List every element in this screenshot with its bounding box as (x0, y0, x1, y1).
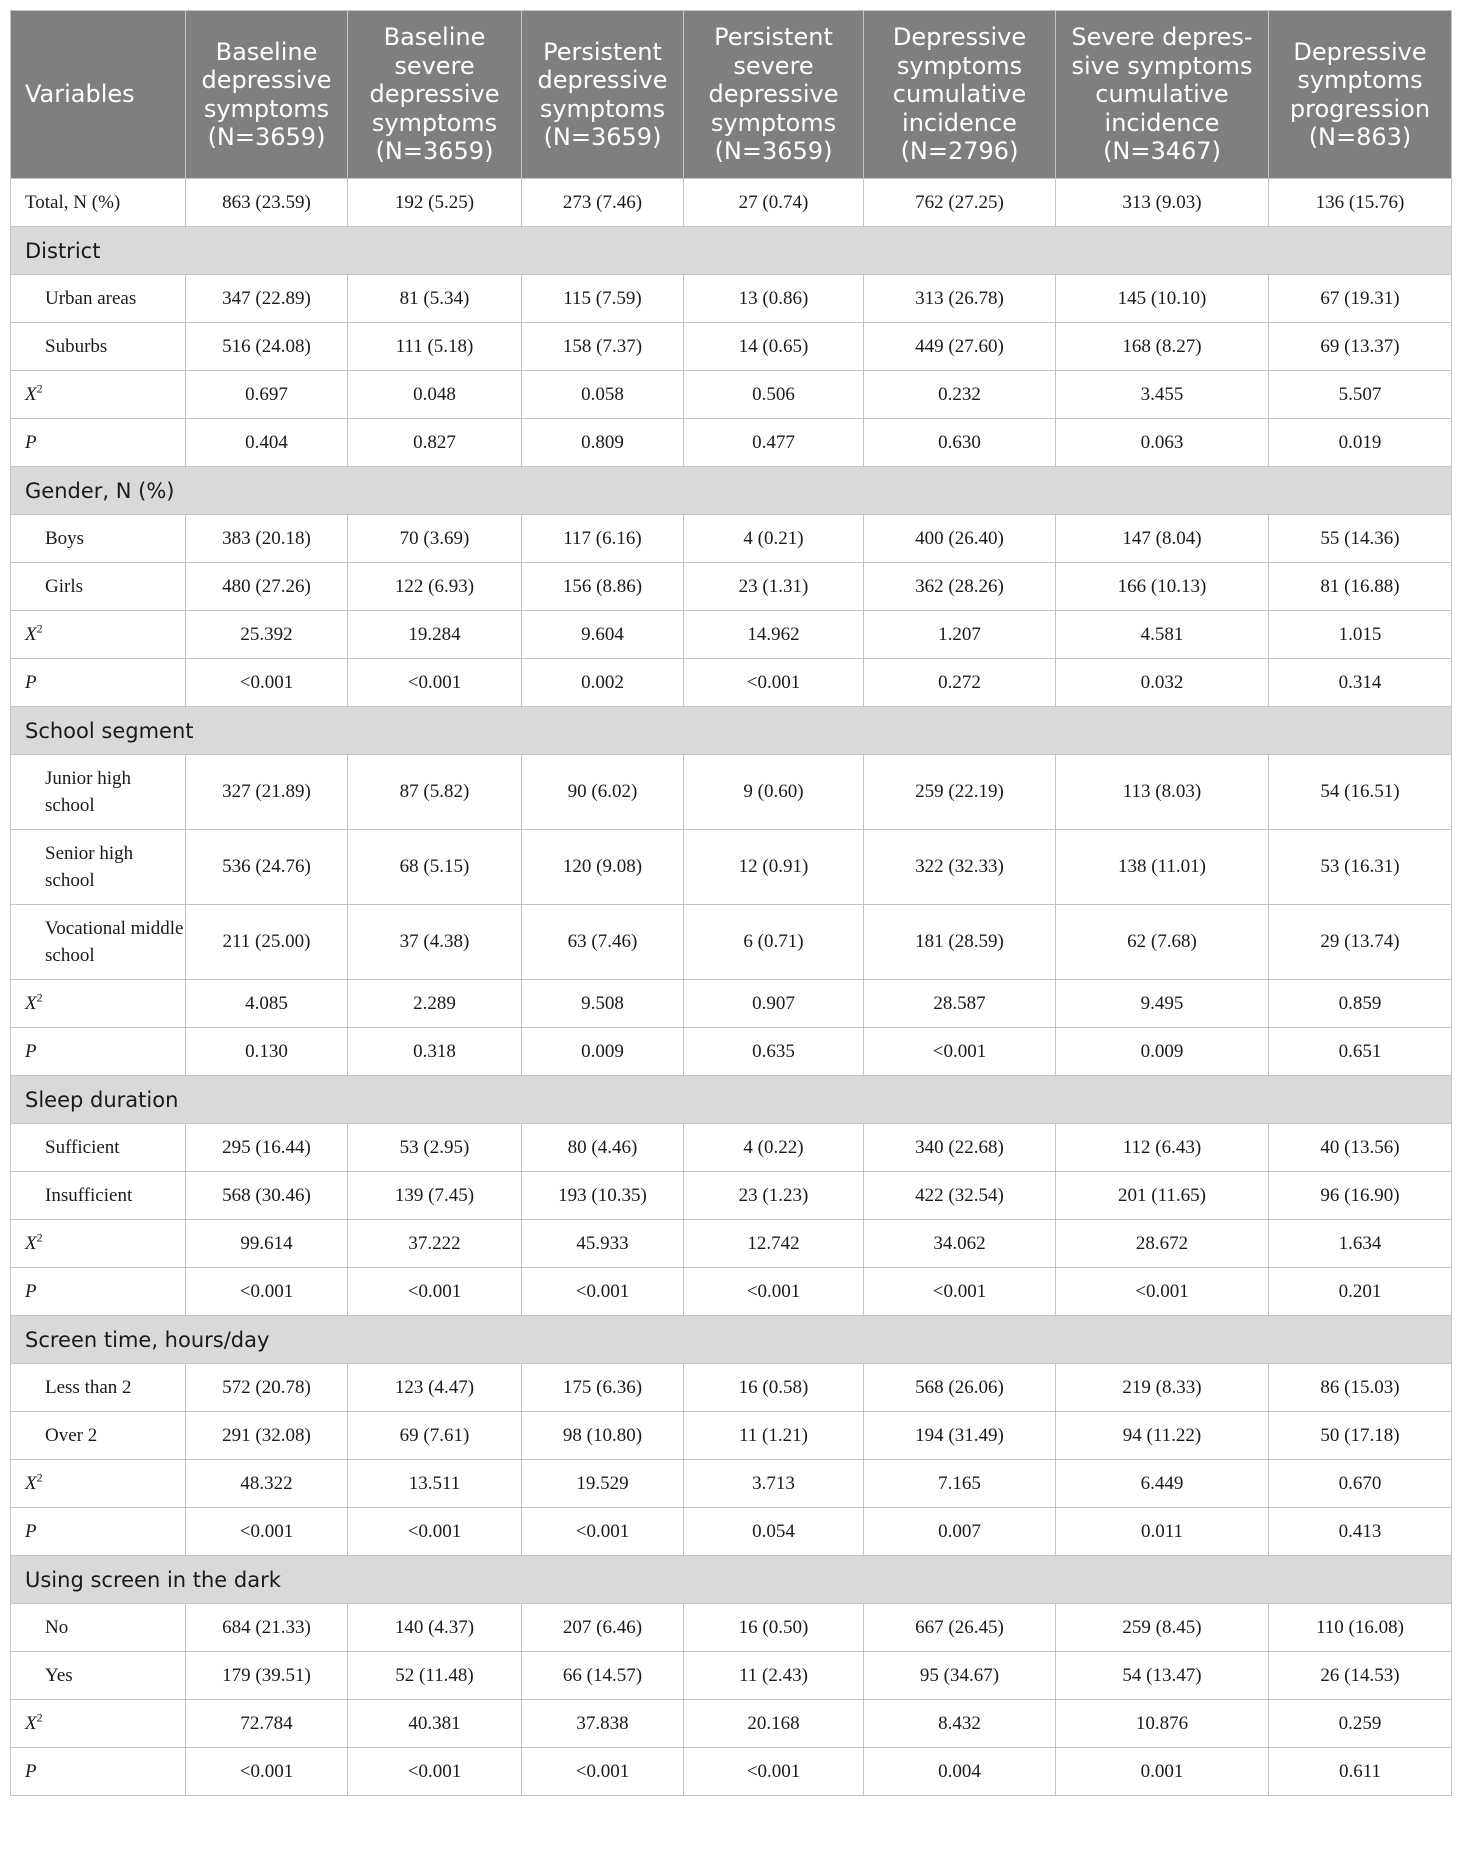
table-cell: 111 (5.18) (348, 323, 522, 371)
table-cell: 219 (8.33) (1056, 1364, 1269, 1412)
table-cell: 1.634 (1269, 1220, 1452, 1268)
table-cell: 0.651 (1269, 1028, 1452, 1076)
table-cell: 19.529 (522, 1460, 684, 1508)
table-cell: 536 (24.76) (186, 830, 348, 905)
section-header-row (11, 227, 1452, 275)
section-title: Gender, N (%) (11, 467, 1452, 515)
table-cell: 0.032 (1056, 659, 1269, 707)
table-cell: 568 (30.46) (186, 1172, 348, 1220)
table-cell: 54 (16.51) (1269, 755, 1452, 830)
section-title: School segment (11, 707, 1452, 755)
table-cell: <0.001 (864, 1028, 1056, 1076)
table-cell: 291 (32.08) (186, 1412, 348, 1460)
table-cell: 55 (14.36) (1269, 515, 1452, 563)
table-cell: 362 (28.26) (864, 563, 1056, 611)
table-cell: 0.001 (1056, 1748, 1269, 1796)
p-value-label: P (11, 419, 186, 467)
table-cell: 10.876 (1056, 1700, 1269, 1748)
table-cell: 0.019 (1269, 419, 1452, 467)
table-cell: 45.933 (522, 1220, 684, 1268)
table-cell: 139 (7.45) (348, 1172, 522, 1220)
chi-square-superscript: 2 (36, 381, 43, 396)
table-cell: 4 (0.22) (684, 1124, 864, 1172)
header-persistent-severe: Persistent severe depressive symptoms (N=3659) (684, 11, 864, 179)
table-cell: 0.413 (1269, 1508, 1452, 1556)
header-variables: Variables (11, 11, 186, 179)
chi-square-symbol: X (25, 992, 37, 1014)
table-cell: 201 (11.65) (1056, 1172, 1269, 1220)
table-cell: 72.784 (186, 1700, 348, 1748)
table-cell: 110 (16.08) (1269, 1604, 1452, 1652)
total-label: Total, N (%) (11, 179, 186, 227)
table-cell: 0.048 (348, 371, 522, 419)
table-cell: 259 (8.45) (1056, 1604, 1269, 1652)
table-cell: 0.404 (186, 419, 348, 467)
total-row (11, 179, 1452, 227)
table-row (11, 275, 1452, 323)
p-value-row (11, 1268, 1452, 1316)
table-cell: 147 (8.04) (1056, 515, 1269, 563)
table-cell: 9 (0.60) (684, 755, 864, 830)
p-value-row (11, 1508, 1452, 1556)
p-value-row (11, 1748, 1452, 1796)
table-cell: 568 (26.06) (864, 1364, 1056, 1412)
table-cell: <0.001 (348, 1508, 522, 1556)
row-label: Vocational middle school (11, 905, 186, 980)
table-cell: 0.004 (864, 1748, 1056, 1796)
chi-square-symbol: X (25, 383, 37, 405)
header-progression: Depressive symptoms progression (N=863) (1269, 11, 1452, 179)
table-cell: 69 (13.37) (1269, 323, 1452, 371)
table-cell: 52 (11.48) (348, 1652, 522, 1700)
table-cell: 12.742 (684, 1220, 864, 1268)
row-label: Boys (11, 515, 186, 563)
table-cell: 313 (26.78) (864, 275, 1056, 323)
table-cell: 120 (9.08) (522, 830, 684, 905)
table-cell: <0.001 (186, 1748, 348, 1796)
table-cell: 67 (19.31) (1269, 275, 1452, 323)
table-cell: 113 (8.03) (1056, 755, 1269, 830)
chi-square-label (11, 611, 186, 659)
table-cell: 0.201 (1269, 1268, 1452, 1316)
chi-square-superscript: 2 (36, 990, 43, 1005)
table-cell: 684 (21.33) (186, 1604, 348, 1652)
table-cell: 0.054 (684, 1508, 864, 1556)
table-cell: 13 (0.86) (684, 275, 864, 323)
table-cell: 14.962 (684, 611, 864, 659)
table-cell: 54 (13.47) (1056, 1652, 1269, 1700)
table-cell: <0.001 (186, 659, 348, 707)
table-cell: 80 (4.46) (522, 1124, 684, 1172)
table-cell: 27 (0.74) (684, 179, 864, 227)
table-cell: 422 (32.54) (864, 1172, 1056, 1220)
table-cell: 158 (7.37) (522, 323, 684, 371)
table-cell: 0.809 (522, 419, 684, 467)
table-cell: 13.511 (348, 1460, 522, 1508)
section-header-row (11, 467, 1452, 515)
table-cell: 211 (25.00) (186, 905, 348, 980)
results-table (10, 10, 1452, 1796)
p-value-row (11, 419, 1452, 467)
table-cell: 449 (27.60) (864, 323, 1056, 371)
table-cell: 9.604 (522, 611, 684, 659)
table-cell: 179 (39.51) (186, 1652, 348, 1700)
table-cell: 20.168 (684, 1700, 864, 1748)
row-label: Sufficient (11, 1124, 186, 1172)
chi-square-symbol: X (25, 1712, 37, 1734)
table-cell: 0.009 (1056, 1028, 1269, 1076)
table-cell: 0.859 (1269, 980, 1452, 1028)
table-cell: 516 (24.08) (186, 323, 348, 371)
table-row (11, 755, 1452, 830)
table-cell: 166 (10.13) (1056, 563, 1269, 611)
row-label: Junior high school (11, 755, 186, 830)
table-cell: 273 (7.46) (522, 179, 684, 227)
table-cell: 0.697 (186, 371, 348, 419)
table-cell: <0.001 (348, 1748, 522, 1796)
chi-square-superscript: 2 (36, 1710, 43, 1725)
table-cell: 207 (6.46) (522, 1604, 684, 1652)
table-cell: 322 (32.33) (864, 830, 1056, 905)
table-cell: 175 (6.36) (522, 1364, 684, 1412)
row-label: Less than 2 (11, 1364, 186, 1412)
table-cell: <0.001 (522, 1508, 684, 1556)
table-row (11, 1172, 1452, 1220)
table-cell: 667 (26.45) (864, 1604, 1056, 1652)
table-row (11, 563, 1452, 611)
table-cell: 193 (10.35) (522, 1172, 684, 1220)
p-value-label: P (11, 1268, 186, 1316)
results-table-container (10, 10, 1451, 1796)
table-cell: 6 (0.71) (684, 905, 864, 980)
table-cell: 53 (2.95) (348, 1124, 522, 1172)
chi-square-label (11, 980, 186, 1028)
table-cell: 40.381 (348, 1700, 522, 1748)
table-cell: 145 (10.10) (1056, 275, 1269, 323)
row-label: Girls (11, 563, 186, 611)
table-cell: 94 (11.22) (1056, 1412, 1269, 1460)
table-cell: 81 (5.34) (348, 275, 522, 323)
table-cell: 295 (16.44) (186, 1124, 348, 1172)
section-header-row (11, 1316, 1452, 1364)
table-cell: 0.907 (684, 980, 864, 1028)
header-baseline-depressive: Baseline depressive symptoms (N=3659) (186, 11, 348, 179)
p-value-label: P (11, 1028, 186, 1076)
table-cell: 863 (23.59) (186, 179, 348, 227)
table-body (11, 179, 1452, 1796)
chi-square-row (11, 1700, 1452, 1748)
table-cell: <0.001 (522, 1748, 684, 1796)
table-row (11, 323, 1452, 371)
table-cell: 259 (22.19) (864, 755, 1056, 830)
table-cell: 2.289 (348, 980, 522, 1028)
table-cell: 5.507 (1269, 371, 1452, 419)
section-header-row (11, 1076, 1452, 1124)
chi-square-superscript: 2 (36, 621, 43, 636)
table-cell: <0.001 (1056, 1268, 1269, 1316)
table-cell: 400 (26.40) (864, 515, 1056, 563)
table-cell: 762 (27.25) (864, 179, 1056, 227)
section-header-row (11, 1556, 1452, 1604)
table-cell: 1.207 (864, 611, 1056, 659)
table-cell: 37.838 (522, 1700, 684, 1748)
table-cell: 9.508 (522, 980, 684, 1028)
table-cell: 117 (6.16) (522, 515, 684, 563)
chi-square-label (11, 1220, 186, 1268)
table-cell: 0.318 (348, 1028, 522, 1076)
table-cell: 0.506 (684, 371, 864, 419)
table-cell: 0.827 (348, 419, 522, 467)
chi-square-row (11, 371, 1452, 419)
table-cell: 40 (13.56) (1269, 1124, 1452, 1172)
table-cell: 572 (20.78) (186, 1364, 348, 1412)
table-cell: 19.284 (348, 611, 522, 659)
table-row (11, 1604, 1452, 1652)
table-cell: 0.063 (1056, 419, 1269, 467)
table-cell: 136 (15.76) (1269, 179, 1452, 227)
table-cell: 0.630 (864, 419, 1056, 467)
table-cell: 1.015 (1269, 611, 1452, 659)
row-label: Senior high school (11, 830, 186, 905)
table-cell: 194 (31.49) (864, 1412, 1056, 1460)
table-cell: 96 (16.90) (1269, 1172, 1452, 1220)
table-cell: 81 (16.88) (1269, 563, 1452, 611)
table-cell: 90 (6.02) (522, 755, 684, 830)
chi-square-symbol: X (25, 1472, 37, 1494)
table-cell: 68 (5.15) (348, 830, 522, 905)
table-cell: 0.002 (522, 659, 684, 707)
chi-square-row (11, 980, 1452, 1028)
table-cell: <0.001 (684, 1748, 864, 1796)
table-cell: 138 (11.01) (1056, 830, 1269, 905)
table-cell: 95 (34.67) (864, 1652, 1056, 1700)
row-label: Insufficient (11, 1172, 186, 1220)
table-row (11, 1652, 1452, 1700)
table-cell: 0.058 (522, 371, 684, 419)
table-cell: 140 (4.37) (348, 1604, 522, 1652)
row-label: Yes (11, 1652, 186, 1700)
table-cell: 0.611 (1269, 1748, 1452, 1796)
chi-square-row (11, 1220, 1452, 1268)
table-cell: 86 (15.03) (1269, 1364, 1452, 1412)
table-cell: 98 (10.80) (522, 1412, 684, 1460)
chi-square-label (11, 1460, 186, 1508)
table-cell: 16 (0.58) (684, 1364, 864, 1412)
table-cell: <0.001 (348, 659, 522, 707)
chi-square-superscript: 2 (36, 1230, 43, 1245)
table-cell: 4.085 (186, 980, 348, 1028)
table-row (11, 515, 1452, 563)
chi-square-row (11, 1460, 1452, 1508)
table-cell: 23 (1.23) (684, 1172, 864, 1220)
header-baseline-severe: Baseline severe depressive symptoms (N=3659) (348, 11, 522, 179)
table-cell: 37 (4.38) (348, 905, 522, 980)
table-cell: <0.001 (186, 1508, 348, 1556)
table-cell: 192 (5.25) (348, 179, 522, 227)
table-cell: 4 (0.21) (684, 515, 864, 563)
table-cell: 313 (9.03) (1056, 179, 1269, 227)
chi-square-symbol: X (25, 1232, 37, 1254)
table-cell: 7.165 (864, 1460, 1056, 1508)
table-cell: <0.001 (522, 1268, 684, 1316)
p-value-row (11, 659, 1452, 707)
table-cell: 29 (13.74) (1269, 905, 1452, 980)
row-label: Urban areas (11, 275, 186, 323)
table-cell: 3.455 (1056, 371, 1269, 419)
table-cell: 50 (17.18) (1269, 1412, 1452, 1460)
table-cell: 87 (5.82) (348, 755, 522, 830)
table-row (11, 1412, 1452, 1460)
header-row (11, 11, 1452, 179)
table-header (11, 11, 1452, 179)
header-cumulative-incidence: Depressive symptoms cumulative incidence (N=2796) (864, 11, 1056, 179)
table-cell: 28.587 (864, 980, 1056, 1028)
table-row (11, 1124, 1452, 1172)
table-cell: 0.259 (1269, 1700, 1452, 1748)
table-cell: 0.130 (186, 1028, 348, 1076)
table-cell: 16 (0.50) (684, 1604, 864, 1652)
table-cell: 62 (7.68) (1056, 905, 1269, 980)
table-cell: 0.232 (864, 371, 1056, 419)
table-cell: 347 (22.89) (186, 275, 348, 323)
table-cell: 0.009 (522, 1028, 684, 1076)
row-label: Over 2 (11, 1412, 186, 1460)
table-row (11, 1364, 1452, 1412)
table-cell: 26 (14.53) (1269, 1652, 1452, 1700)
table-cell: 63 (7.46) (522, 905, 684, 980)
table-cell: 4.581 (1056, 611, 1269, 659)
header-persistent-depressive: Persistent depressive symptoms (N=3659) (522, 11, 684, 179)
table-cell: 0.272 (864, 659, 1056, 707)
table-cell: 99.614 (186, 1220, 348, 1268)
table-cell: 6.449 (1056, 1460, 1269, 1508)
p-value-label: P (11, 659, 186, 707)
table-cell: 12 (0.91) (684, 830, 864, 905)
table-cell: 0.007 (864, 1508, 1056, 1556)
table-cell: 53 (16.31) (1269, 830, 1452, 905)
table-cell: 168 (8.27) (1056, 323, 1269, 371)
chi-square-label (11, 371, 186, 419)
p-value-row (11, 1028, 1452, 1076)
header-severe-cumulative-incidence: Severe depres-sive symptoms cumulative incidence (N=3467) (1056, 11, 1269, 179)
table-cell: <0.001 (684, 659, 864, 707)
row-label: No (11, 1604, 186, 1652)
table-cell: 181 (28.59) (864, 905, 1056, 980)
table-cell: 0.477 (684, 419, 864, 467)
chi-square-label (11, 1700, 186, 1748)
table-row (11, 830, 1452, 905)
chi-square-symbol: X (25, 623, 37, 645)
table-cell: 70 (3.69) (348, 515, 522, 563)
table-cell: 28.672 (1056, 1220, 1269, 1268)
table-cell: 156 (8.86) (522, 563, 684, 611)
table-cell: 112 (6.43) (1056, 1124, 1269, 1172)
table-cell: 0.670 (1269, 1460, 1452, 1508)
table-cell: 122 (6.93) (348, 563, 522, 611)
table-cell: 3.713 (684, 1460, 864, 1508)
chi-square-row (11, 611, 1452, 659)
table-cell: 123 (4.47) (348, 1364, 522, 1412)
table-cell: 37.222 (348, 1220, 522, 1268)
table-cell: 0.635 (684, 1028, 864, 1076)
table-cell: <0.001 (864, 1268, 1056, 1316)
table-cell: 0.314 (1269, 659, 1452, 707)
table-cell: 23 (1.31) (684, 563, 864, 611)
p-value-label: P (11, 1508, 186, 1556)
table-cell: <0.001 (684, 1268, 864, 1316)
table-cell: <0.001 (348, 1268, 522, 1316)
table-cell: 115 (7.59) (522, 275, 684, 323)
section-header-row (11, 707, 1452, 755)
section-title: Screen time, hours/day (11, 1316, 1452, 1364)
section-title: Sleep duration (11, 1076, 1452, 1124)
table-cell: 480 (27.26) (186, 563, 348, 611)
table-cell: 9.495 (1056, 980, 1269, 1028)
table-cell: 11 (2.43) (684, 1652, 864, 1700)
table-cell: 0.011 (1056, 1508, 1269, 1556)
p-value-label: P (11, 1748, 186, 1796)
section-title: Using screen in the dark (11, 1556, 1452, 1604)
table-cell: 383 (20.18) (186, 515, 348, 563)
table-cell: 48.322 (186, 1460, 348, 1508)
table-cell: 14 (0.65) (684, 323, 864, 371)
table-row (11, 905, 1452, 980)
row-label: Suburbs (11, 323, 186, 371)
table-cell: 66 (14.57) (522, 1652, 684, 1700)
table-cell: 25.392 (186, 611, 348, 659)
section-title: District (11, 227, 1452, 275)
table-cell: <0.001 (186, 1268, 348, 1316)
table-cell: 8.432 (864, 1700, 1056, 1748)
table-cell: 34.062 (864, 1220, 1056, 1268)
table-cell: 11 (1.21) (684, 1412, 864, 1460)
chi-square-superscript: 2 (36, 1470, 43, 1485)
table-cell: 327 (21.89) (186, 755, 348, 830)
table-cell: 69 (7.61) (348, 1412, 522, 1460)
table-cell: 340 (22.68) (864, 1124, 1056, 1172)
